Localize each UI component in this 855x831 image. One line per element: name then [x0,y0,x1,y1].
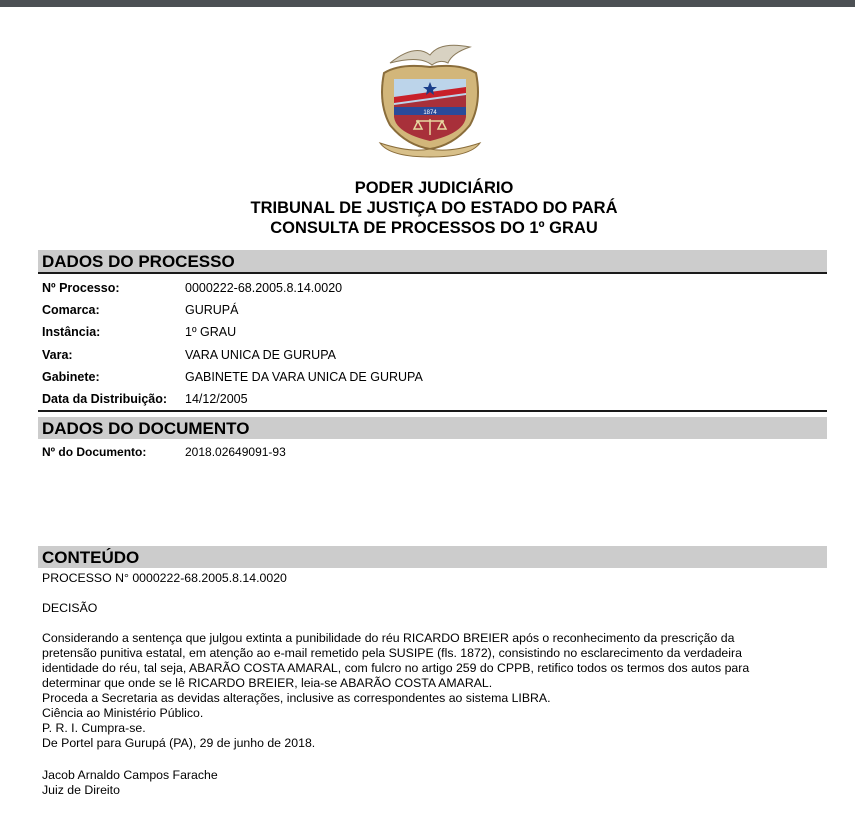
content-line: identidade do réu, tal seja, ABARÃO COSTA AMARAL, com fulcro no artigo 259 do CPPB, retifico todos os termos dos autos para [42,661,750,675]
field-label: Nº do Documento: [42,445,147,459]
field-value: 0000222-68.2005.8.14.0020 [185,281,343,295]
header-line-judiciary: PODER JUDICIÁRIO [354,179,514,197]
field-label: Instância: [42,325,101,339]
field-label: Data da Distribuição: [42,392,168,406]
content-processo-line: PROCESSO N° 0000222-68.2005.8.14.0020 [42,571,287,585]
header-line-consulta: CONSULTA DE PROCESSOS DO 1º GRAU [270,219,598,237]
content-line: Considerando a sentença que julgou extinta a punibilidade do réu RICARDO BREIER após o reconhecimento da prescrição da [42,631,735,645]
field-label: Gabinete: [42,370,100,384]
field-value: GURUPÁ [185,303,239,317]
content-line: Proceda a Secretaria as devidas alterações, inclusive as correspondentes ao sistema LIBRA. [42,691,551,705]
viewer-toolbar [0,0,855,7]
signature-title: Juiz de Direito [42,783,120,797]
section-header-processo: DADOS DO PROCESSO [38,250,827,272]
content-line: P. R. I. Cumpra-se. [42,721,146,735]
content-decisao-heading: DECISÃO [42,601,98,615]
signature-block [42,768,218,798]
content-line: determinar que onde se lê RICARDO BREIER, leia-se ABARÃO COSTA AMARAL. [42,676,493,690]
section-rule [38,272,827,274]
field-label: Nº Processo: [42,281,120,295]
field-value: GABINETE DA VARA UNICA DE GURUPA [185,370,423,384]
document-header [0,178,855,238]
crest-year: 1874 [423,110,437,116]
section-header-conteudo: CONTEÚDO [38,546,827,568]
header-line-tribunal: TRIBUNAL DE JUSTIÇA DO ESTADO DO PARÁ [250,199,618,217]
field-value: VARA UNICA DE GURUPA [185,348,336,362]
field-value: 2018.02649091-93 [185,445,286,459]
content-line: De Portel para Gurupá (PA), 29 de junho de 2018. [42,736,316,750]
content-body [42,631,749,751]
content-line: pretensão punitiva estatal, em atenção ao e-mail remetido pela SUSIPE (fls. 1872), consistindo no esclarecimento da verdadeira [42,646,742,660]
field-label: Comarca: [42,303,100,317]
field-value: 1º GRAU [185,325,237,339]
content-line: Ciência ao Ministério Público. [42,706,204,720]
field-value: 14/12/2005 [185,392,248,406]
field-label: Vara: [42,348,73,362]
section-rule [38,410,827,412]
section-header-documento: DADOS DO DOCUMENTO [38,417,827,439]
court-crest-logo [370,33,490,161]
signature-name: Jacob Arnaldo Campos Farache [42,768,218,782]
